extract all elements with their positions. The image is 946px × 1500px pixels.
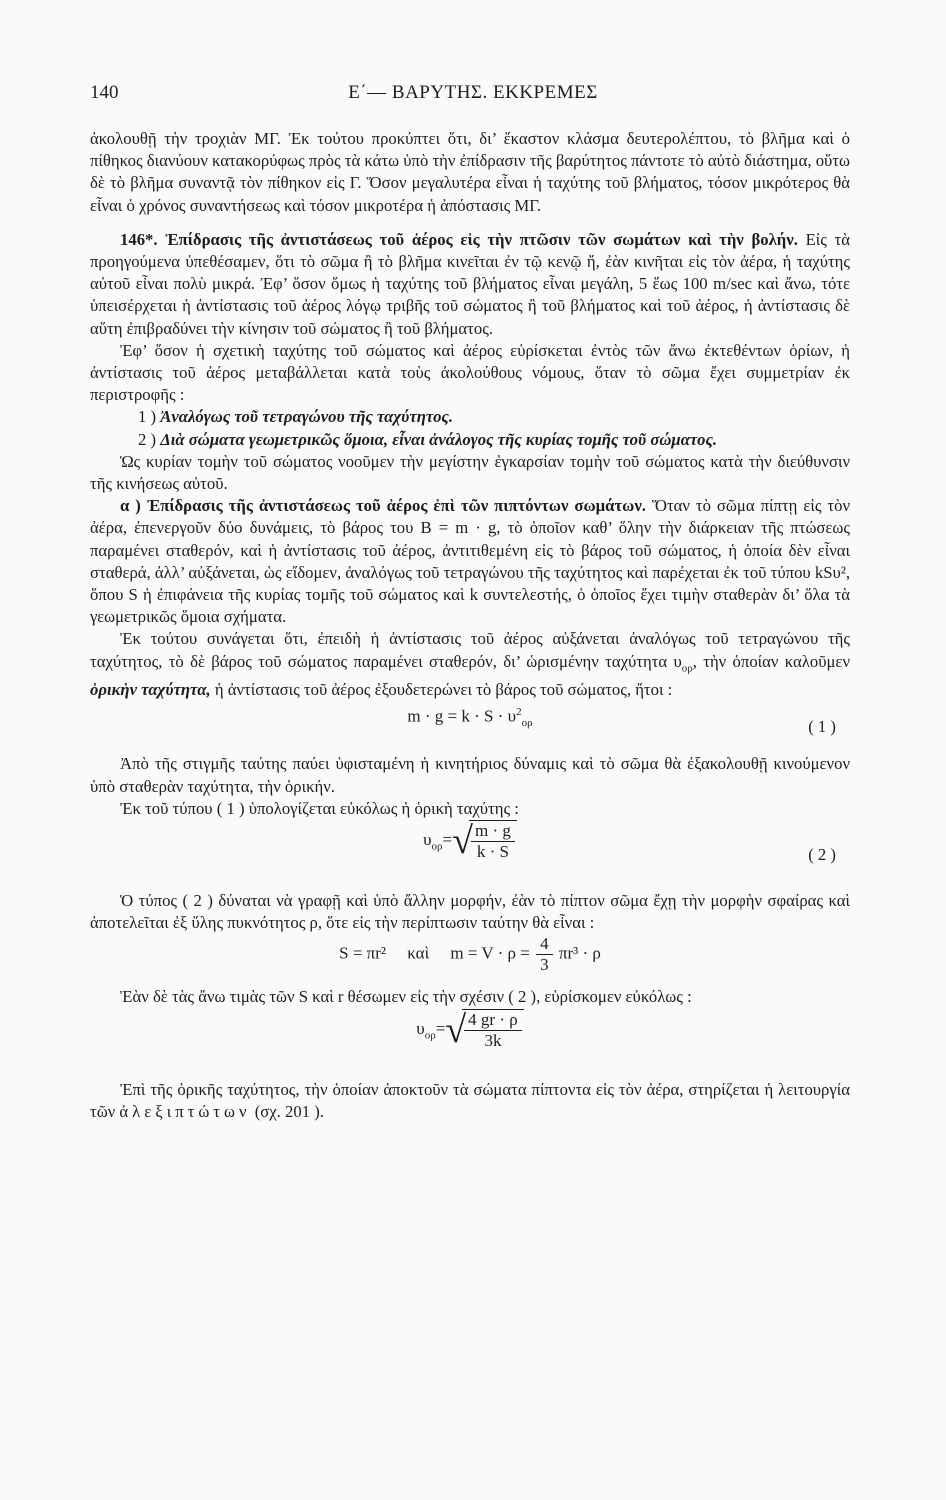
weight-formula: B = m · g, <box>420 518 501 538</box>
equation-4-denominator: 3k <box>484 1030 502 1050</box>
paragraph-continuation: ἀκολουθῇ τὴν τροχιὰν ΜΓ. Ἐκ τούτου προκύπτει ὅτι, δι’ ἕκαστον κλάσμα δευτερολέπτου, τὸ βλῆμα καὶ ὁ πίθηκος διανύουν κατακορύφως πρὸς τὰ κάτω ὑπὸ τὴν ἐπίδρασιν τῆς βαρύτητος πάντοτε τὸ αὐτὸ διάστημα, οὕτω δὲ τὸ βλῆμα συναντᾷ τὸν πίθηκον εἰς Γ. Ὅσον μεγαλυτέρα εἶναι ἡ ταχύτης τοῦ βλήματος, τόσον μικρότερος θὰ εἶναι ὁ χρόνος συναντήσεως καὶ τόσον μικροτέρα ἡ ἀπόστασις ΜΓ. <box>90 129 850 215</box>
equation-4-equals: = <box>435 1018 446 1038</box>
page-body <box>90 128 850 1123</box>
paragraph-substitution: Ἐὰν δὲ τὰς ἄνω τιμὰς τῶν S καὶ r θέσωμεν εἰς τὴν σχέσιν ( 2 ), εὑρίσκομεν εὐκόλως : <box>120 987 692 1007</box>
subsection-a-text-1: Ὅταν τὸ σῶμα πίπτῃ εἰς τὸν ἀέρα, ἐπενεργοῦν δύο δυνάμεις, τὸ βάρος του <box>90 496 850 538</box>
parachutes-word: ἀλεξιπτώτων <box>119 1101 251 1121</box>
equation-2 <box>90 820 850 890</box>
equation-2-subscript: ορ <box>431 840 443 853</box>
square-root: √ $\frac{4 gr \cdot \rho}{3k}$ <box>445 1009 523 1051</box>
equation-3-and: καὶ <box>407 943 430 963</box>
equation-4-numerator: 4 gr · ρ <box>464 1010 522 1031</box>
law-1 <box>90 406 850 428</box>
paragraph-constant-velocity: Ἀπὸ τῆς στιγμῆς ταύτης παύει ὑφισταμένη ἡ κινητήριος δύναμις καὶ τὸ σῶμα θὰ ἐξακολουθῇ κινούμενον ὑπὸ σταθερὰν ταχύτητα, τὴν ὁρικήν. <box>90 754 850 796</box>
law-2-number: 2 ) <box>138 429 157 449</box>
equation-2-equals: = <box>442 829 453 849</box>
law-1-text: Ἀναλόγως τοῦ τετραγώνου τῆς ταχύτητος. <box>160 407 454 427</box>
law-2 <box>90 429 850 451</box>
running-title: Ε΄— ΒΑΡΥΤΗΣ. ΕΚΚΡΕΜΕΣ <box>348 82 598 103</box>
equation-2-denominator: k · S <box>476 842 509 862</box>
section-146-title: 146*. Ἐπίδρασις τῆς ἀντιστάσεως τοῦ ἀέρος εἰς τὴν πτῶσιν τῶν σωμάτων καὶ τὴν βολήν. <box>120 229 798 249</box>
equation-4-subscript: ορ <box>424 1028 436 1041</box>
equation-4 <box>90 1009 850 1079</box>
equation-2-numerator: m · g <box>471 821 515 842</box>
equation-2-label: ( 2 ) <box>808 844 836 864</box>
law-1-number: 1 ) <box>138 407 157 427</box>
square-root: √ $\frac{m \cdot g}{k \cdot S}$ <box>452 820 517 862</box>
fraction-four-thirds: $\frac{4}{3}$ <box>536 934 553 975</box>
equation-1-superscript: 2 <box>516 706 522 719</box>
equation-1-subscript: ορ <box>521 717 533 730</box>
paragraph-parachutes: Ἐπὶ τῆς ὁρικῆς ταχύτητος, τὴν ὁποίαν ἀποκτοῦν τὰ σώματα πίπτοντα εἰς τὸν ἀέρα, στηρίζεται ἡ λειτουργία τῶν ἀλεξιπτώτων (σχ. 201 ). <box>90 1079 850 1121</box>
equation-3-right-a: m = V · ρ = <box>450 943 530 963</box>
subsection-a <box>90 495 850 628</box>
law-2-text: Διὰ σώματα γεωμετρικῶς ὅμοια, εἶναι ἀνάλογος τῆς κυρίας τομῆς τοῦ σώματος. <box>160 429 718 449</box>
equation-1-label: ( 1 ) <box>808 717 836 737</box>
terminal-velocity-text-3: ἡ ἀντίστασις τοῦ ἀέρος ἐξουδετερώνει τὸ βάρος τοῦ σώματος, ἤτοι : <box>214 680 673 700</box>
equation-3-left: S = πr² <box>339 943 386 963</box>
paragraph-terminal-velocity <box>90 628 850 701</box>
equation-2-body: $\upsilon_{o\rho}=√$ $\frac{m \cdot g}{k \cdot S}$ <box>423 820 517 862</box>
paragraph-sphere: Ὁ τύπος ( 2 ) δύναται νὰ γραφῇ καὶ ὑπὸ ἄλλην μορφήν, ἐὰν τὸ πίπτον σῶμα ἔχῃ τὴν μορφὴν σφαίρας καὶ ἀποτελεῖται ἐξ ὕλης πυκνότητος ρ, ὅτε εἰς τὴν περίπτωσιν ταύτην θὰ εἶναι : <box>90 891 850 933</box>
subsection-a-title: α ) Ἐπίδρασις τῆς ἀντιστάσεως τοῦ ἀέρος ἐπὶ τῶν πιπτόντων σωμάτων. <box>120 496 646 516</box>
terminal-velocity-text-2: , τὴν ὁποίαν καλοῦμεν <box>692 651 850 671</box>
section-146-text: Εἰς τὰ προηγούμενα ὑπεθέσαμεν, ὅτι τὸ σῶμα ἢ τὸ βλῆμα κινεῖται ἐν τῷ κενῷ ἤ, ἐὰν κινῆται εἰς τὸν ἀέρα, ἡ ταχύτης αὐτοῦ εἶναι πολὺ μικρά. Ἐφ’ ὅσον ὅμως ἡ ταχύτης τοῦ βλήματος εἶναι μεγάλη, 5 ἕως 100 m/sec καὶ ἄνω, τότε ὑπεισέρχεται ἡ ἀντίστασις τοῦ ἀέρος λόγῳ τριβῆς τοῦ σώματος ἢ τοῦ βλήματος καὶ τοῦ ἀέρος, ἡ ἀντίστασις δὲ αὕτη ἐπιβραδύνει τὴν κίνησιν τοῦ σώματος ἢ τοῦ βλήματος. <box>90 229 850 338</box>
equation-3-body <box>339 934 601 975</box>
terminal-velocity-subscript: ορ <box>681 662 693 674</box>
equation-3 <box>90 934 850 986</box>
paragraph-formula-intro: Ἐκ τοῦ τύπου ( 1 ) ὑπολογίζεται εὐκόλως ἡ ὁρικὴ ταχύτης : <box>120 798 519 818</box>
paragraph-main-section: Ὡς κυρίαν τομὴν τοῦ σώματος νοοῦμεν τὴν μεγίστην ἐγκαρσίαν τομὴν τοῦ σώματος κατὰ τὴν διεύθυνσιν τῆς κινήσεως αὐτοῦ. <box>90 451 850 494</box>
terminal-velocity-term: ὁρικὴν ταχύτητα, <box>90 680 211 700</box>
equation-3-right-b: πr³ · ρ <box>558 943 601 963</box>
equation-1 <box>90 701 850 753</box>
page-header <box>90 82 856 110</box>
terminal-velocity-text-1: Ἐκ τούτου συνάγεται ὅτι, ἐπειδὴ ἡ ἀντίστασις τοῦ ἀέρος αὐξάνεται ἀναλόγως τοῦ τετραγώνου τῆς ταχύτητος, τὸ δὲ βάρος τοῦ σώματος παραμένει σταθερόν, δι’ ὡρισμένην ταχύτητα υ <box>90 629 850 671</box>
equation-4-body: $\upsilon_{o\rho}=√$ $\frac{4 gr \cdot \rho}{3k}$ <box>416 1009 523 1051</box>
page-number: 140 <box>90 82 119 103</box>
section-146 <box>90 229 850 340</box>
paragraph-laws-intro: Ἐφ’ ὅσον ἡ σχετικὴ ταχύτης τοῦ σώματος καὶ ἀέρος εὑρίσκεται ἐντὸς τῶν ἄνω ἐκτεθέντων ὁρίων, ἡ ἀντίστασις τοῦ ἀέρος μεταβάλλεται κατὰ τοὺς ἀκολούθους νόμους, ὅταν τὸ σῶμα ἔχει συμμετρίαν ἐκ περιστροφῆς : <box>90 340 850 405</box>
subsection-a-text-2: τὸ ὁποῖον καθ’ ὅλην τὴν διάρκειαν τῆς πτώσεως παραμένει σταθερόν, καὶ ἡ ἀντίστασις τοῦ ἀέρος, ἀντιτιθεμένη εἰς τὸ βάρος τοῦ σώματος, ἡ ὁποία δὲν εἶναι σταθερά, ἀλλ’ αὐξάνεται, ὡς εἴδομεν, ἀναλόγως τοῦ τετραγώνου τῆς ταχύτητος καὶ παρέχεται ἐκ τοῦ τύπου kSυ², ὅπου S ἡ ἐπιφάνεια τῆς κυρίας τομῆς τοῦ σώματος καὶ k συντελεστής, ὁ ὁποῖος ἔχει τιμὴν σταθερὰν δι’ ὅλα τὰ γεωμετρικῶς ὅμοια σχήματα. <box>90 518 851 627</box>
equation-1-body: $m \cdot g = k \cdot S \cdot \upsilon^2_{o\rho}$ <box>407 706 533 730</box>
